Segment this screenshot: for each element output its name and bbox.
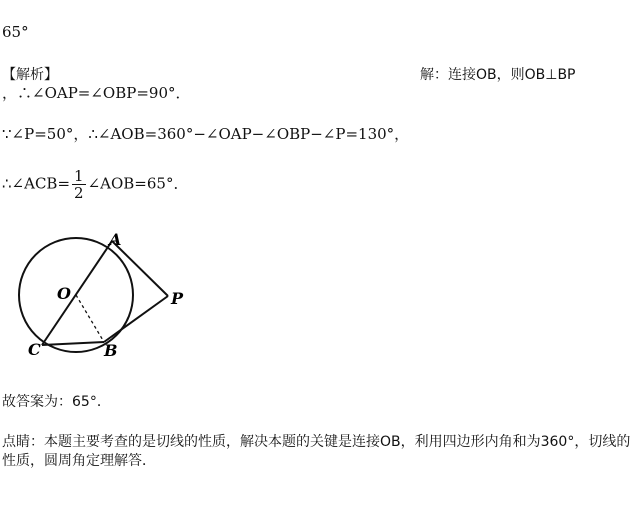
radius-ob-dashed [76,295,104,342]
equation-line-3 [2,168,188,201]
label-b: B [104,341,118,360]
fraction-numerator: 1 [74,167,84,185]
geometry-figure [0,225,210,365]
label-o: O [57,284,71,303]
equation-line-3-prefix: ∴∠ACB= [2,174,71,193]
equation-line-3-suffix: ∠AOB=65°． [87,174,189,193]
comment-line-1: 点睛：本题主要考查的是切线的性质，解决本题的关键是连接OB，利用四边形内角和为360°，切线的 [2,434,630,450]
chord-cb [42,342,104,345]
conclusion-line: 故答案为：65°． [2,394,111,410]
tangent-ap [112,241,168,296]
top-answer: 65° [2,23,29,41]
equation-line-2: ∵∠P=50°，∴∠AOB=360°−∠OAP−∠OBP−∠P=130°， [2,125,410,143]
fraction-denominator: 2 [74,184,84,202]
chord-ca [42,241,112,345]
tangent-bp [104,296,168,342]
label-c: C [28,340,41,359]
solution-intro: 解：连接OB，则OB⊥BP [420,67,576,83]
label-a: A [109,230,122,249]
comment-line-2: 性质，圆周角定理解答． [2,453,156,469]
analysis-label: 【解析】 [2,67,58,83]
fraction-one-half [72,168,86,201]
equation-line-1: ，∴∠OAP=∠OBP=90°． [2,84,191,102]
label-p: P [171,289,184,308]
